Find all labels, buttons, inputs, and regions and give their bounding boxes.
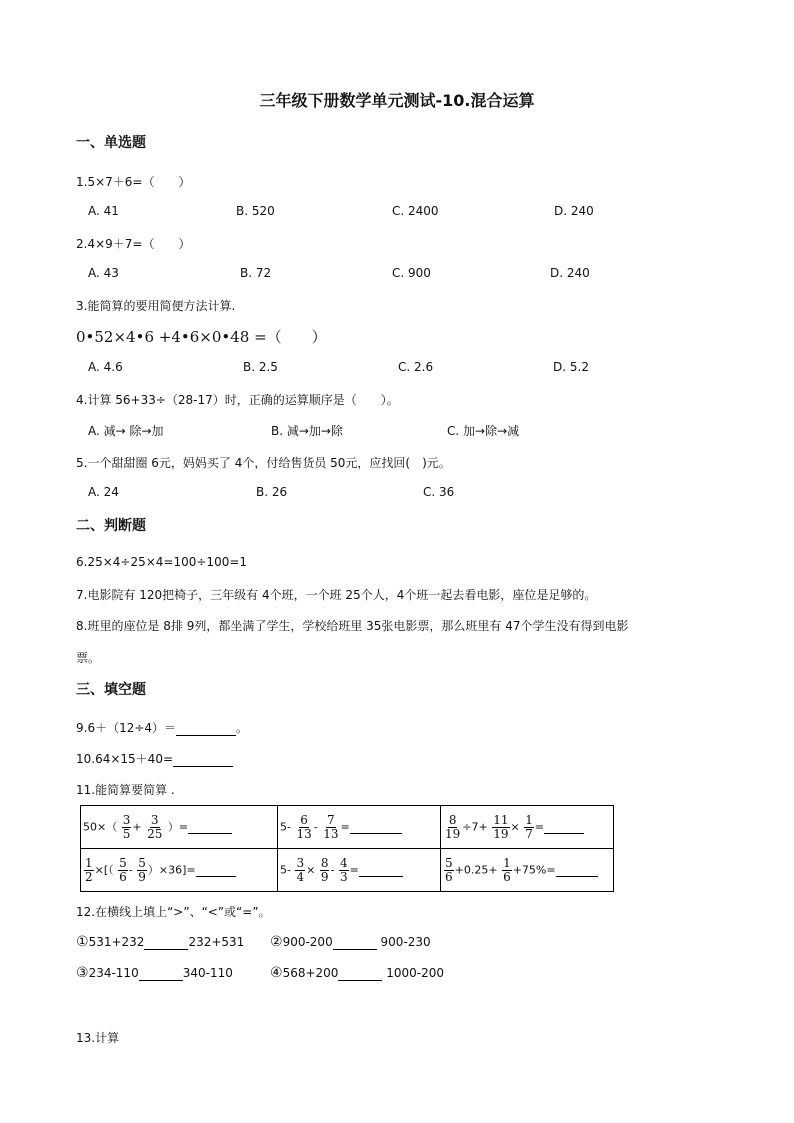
q11-cell-5 <box>278 849 441 892</box>
question-6: 6.25×4÷25×4=100÷100=1 <box>76 555 248 569</box>
q3-formula: 0•52×4•6 +4•6×0•48 =（ ） <box>76 328 327 346</box>
q11-c3-fraction-2: $\frac{11}{19}$ <box>493 812 509 841</box>
q11-c2-equals: = <box>340 820 350 833</box>
question-13: 13.计算 <box>76 1031 120 1045</box>
q1-option-c[interactable]: C. 2400 <box>392 204 439 218</box>
section-heading-single-choice: 一、单选题 <box>76 135 146 151</box>
q11-calculation-table <box>80 805 614 892</box>
q5-option-b[interactable]: B. 26 <box>256 485 288 499</box>
q11-c4-op-1: ×[（ <box>94 863 114 876</box>
q9-expression: 9.6＋（12÷4）＝ <box>76 721 177 735</box>
q4-option-a[interactable]: A. 减→ 除→加 <box>88 424 164 438</box>
q3-option-c[interactable]: C. 2.6 <box>398 360 434 374</box>
q12-item-3-right: 340-110 <box>182 966 233 980</box>
q3-option-b[interactable]: B. 2.5 <box>243 360 278 374</box>
q3-option-d[interactable]: D. 5.2 <box>553 360 589 374</box>
q12-item-2-left: 900-200 <box>282 935 333 949</box>
q11-c1-suffix: ）= <box>167 820 189 833</box>
q12-item-4-blank[interactable] <box>338 966 382 981</box>
q11-c3-op-1: ÷7+ <box>462 820 488 833</box>
q4-option-c[interactable]: C. 加→除→减 <box>447 424 520 438</box>
question-11: 11.能简算要简算 . <box>76 783 175 797</box>
question-8-line-2: 票。 <box>76 651 101 665</box>
q12-item-1-mark: ① <box>76 934 89 950</box>
q11-c6-fraction-1: $\frac{5}{6}$ <box>445 855 453 884</box>
q11-c5-fraction-3: $\frac{4}{3}$ <box>339 855 348 884</box>
q5-option-a[interactable]: A. 24 <box>88 485 119 499</box>
q12-item-3-left: 234-110 <box>88 966 139 980</box>
q12-item-4-left: 568+200 <box>282 966 339 980</box>
q11-c3-equals: = <box>534 820 545 833</box>
q11-c2-minus: - <box>313 820 318 833</box>
q9-period: 。 <box>236 721 249 735</box>
q11-c5-answer-blank[interactable] <box>359 863 403 877</box>
q11-c1-fraction-2: $\frac{3}{25}$ <box>147 812 163 841</box>
question-5: 5.一个甜甜圈 6元，妈妈买了 4个，付给售货员 50元，应找回( )元。 <box>76 456 451 470</box>
section-heading-true-false: 二、判断题 <box>76 518 146 534</box>
section-heading-fill-in: 三、填空题 <box>76 682 146 698</box>
q11-c4-fraction-1: $\frac{1}{2}$ <box>85 855 93 884</box>
q11-c2-fraction-1: $\frac{6}{13}$ <box>296 812 312 841</box>
q11-c4-op-2: - <box>128 863 133 876</box>
q12-item-2 <box>270 934 431 950</box>
q11-c5-op-2: - <box>330 863 335 876</box>
question-10 <box>76 750 233 767</box>
question-12: 12.在横线上填上“>”、“<”或“=”。 <box>76 905 271 919</box>
q11-c3-op-2: × <box>510 820 520 833</box>
q12-item-3 <box>76 965 233 981</box>
q1-option-a[interactable]: A. 41 <box>88 204 119 218</box>
q11-c1-answer-blank[interactable] <box>188 820 232 834</box>
question-9 <box>76 719 248 736</box>
q11-c5-op-1: × <box>306 863 316 876</box>
q11-c2-answer-blank[interactable] <box>350 820 402 834</box>
q10-expression: 10.64×15＋40= <box>76 752 174 766</box>
q11-c5-fraction-2: $\frac{8}{9}$ <box>320 855 329 884</box>
q11-c5-prefix: 5- <box>280 863 291 876</box>
q12-item-1 <box>76 934 244 950</box>
q12-item-2-blank[interactable] <box>333 935 377 950</box>
q12-item-3-blank[interactable] <box>139 966 183 981</box>
q11-cell-1 <box>81 806 278 849</box>
q1-option-d[interactable]: D. 240 <box>554 204 594 218</box>
q9-answer-blank[interactable] <box>176 721 236 736</box>
q11-c3-fraction-1: $\frac{8}{19}$ <box>445 812 461 841</box>
q11-c6-op-1: +0.25+ <box>454 863 498 876</box>
q12-item-2-mark: ② <box>270 934 283 950</box>
q11-c4-suffix: ）×36]= <box>147 863 196 876</box>
q12-item-3-mark: ③ <box>76 965 89 981</box>
q11-c5-fraction-1: $\frac{3}{4}$ <box>296 855 305 884</box>
q2-option-a[interactable]: A. 43 <box>88 266 119 280</box>
q11-c1-prefix: 50×（ <box>83 820 118 833</box>
q12-item-1-blank[interactable] <box>144 935 188 950</box>
q2-option-b[interactable]: B. 72 <box>240 266 272 280</box>
q11-c1-fraction-1: $\frac{3}{5}$ <box>122 812 131 841</box>
q3-option-a[interactable]: A. 4.6 <box>88 360 123 374</box>
q11-c3-answer-blank[interactable] <box>544 820 584 834</box>
question-7: 7.电影院有 120把椅子，三年级有 4个班，一个班 25个人，4个班一起去看电影，座位是足够的。 <box>76 588 597 602</box>
question-8-line-1: 8.班里的座位是 8排 9列，都坐满了学生，学校给班里 35张电影票，那么班里有 47个学生没有得到电影 <box>76 619 629 633</box>
q12-item-1-right: 232+531 <box>188 935 245 949</box>
q11-c4-answer-blank[interactable] <box>196 863 236 877</box>
q12-item-1-left: 531+232 <box>88 935 145 949</box>
q11-c4-fraction-2: $\frac{5}{6}$ <box>119 855 127 884</box>
q11-cell-3 <box>441 806 614 849</box>
q12-item-4-mark: ④ <box>270 965 283 981</box>
q4-option-b[interactable]: B. 减→加→除 <box>271 424 343 438</box>
q5-option-c[interactable]: C. 36 <box>423 485 455 499</box>
q11-c1-plus: + <box>132 820 142 833</box>
q11-cell-4 <box>81 849 278 892</box>
q2-option-c[interactable]: C. 900 <box>392 266 431 280</box>
q11-cell-6 <box>441 849 614 892</box>
q1-option-b[interactable]: B. 520 <box>236 204 275 218</box>
q2-option-d[interactable]: D. 240 <box>550 266 590 280</box>
q11-c6-answer-blank[interactable] <box>556 863 598 877</box>
question-1: 1.5×7＋6=（ ） <box>76 175 191 189</box>
q11-c3-fraction-3: $\frac{1}{7}$ <box>525 812 533 841</box>
q12-item-4 <box>270 965 444 981</box>
q11-c6-suffix: +75%= <box>512 863 556 876</box>
q11-c6-fraction-2: $\frac{1}{6}$ <box>503 855 511 884</box>
q11-c2-prefix: 5- <box>280 820 291 833</box>
question-4: 4.计算 56+33÷（28-17）时，正确的运算顺序是（ ）。 <box>76 393 399 407</box>
q11-c4-fraction-3: $\frac{5}{9}$ <box>138 855 146 884</box>
question-2: 2.4×9＋7=（ ） <box>76 237 191 251</box>
q11-cell-2 <box>278 806 441 849</box>
q11-c2-fraction-2: $\frac{7}{13}$ <box>323 812 339 841</box>
page-title: 三年级下册数学单元测试-10.混合运算 <box>259 91 535 110</box>
q11-c5-equals: = <box>349 863 359 876</box>
question-3: 3.能简算的要用简便方法计算. <box>76 299 236 313</box>
q12-item-4-right: 1000-200 <box>382 966 445 980</box>
q12-item-2-right: 900-230 <box>376 935 431 949</box>
q10-answer-blank[interactable] <box>173 752 233 767</box>
